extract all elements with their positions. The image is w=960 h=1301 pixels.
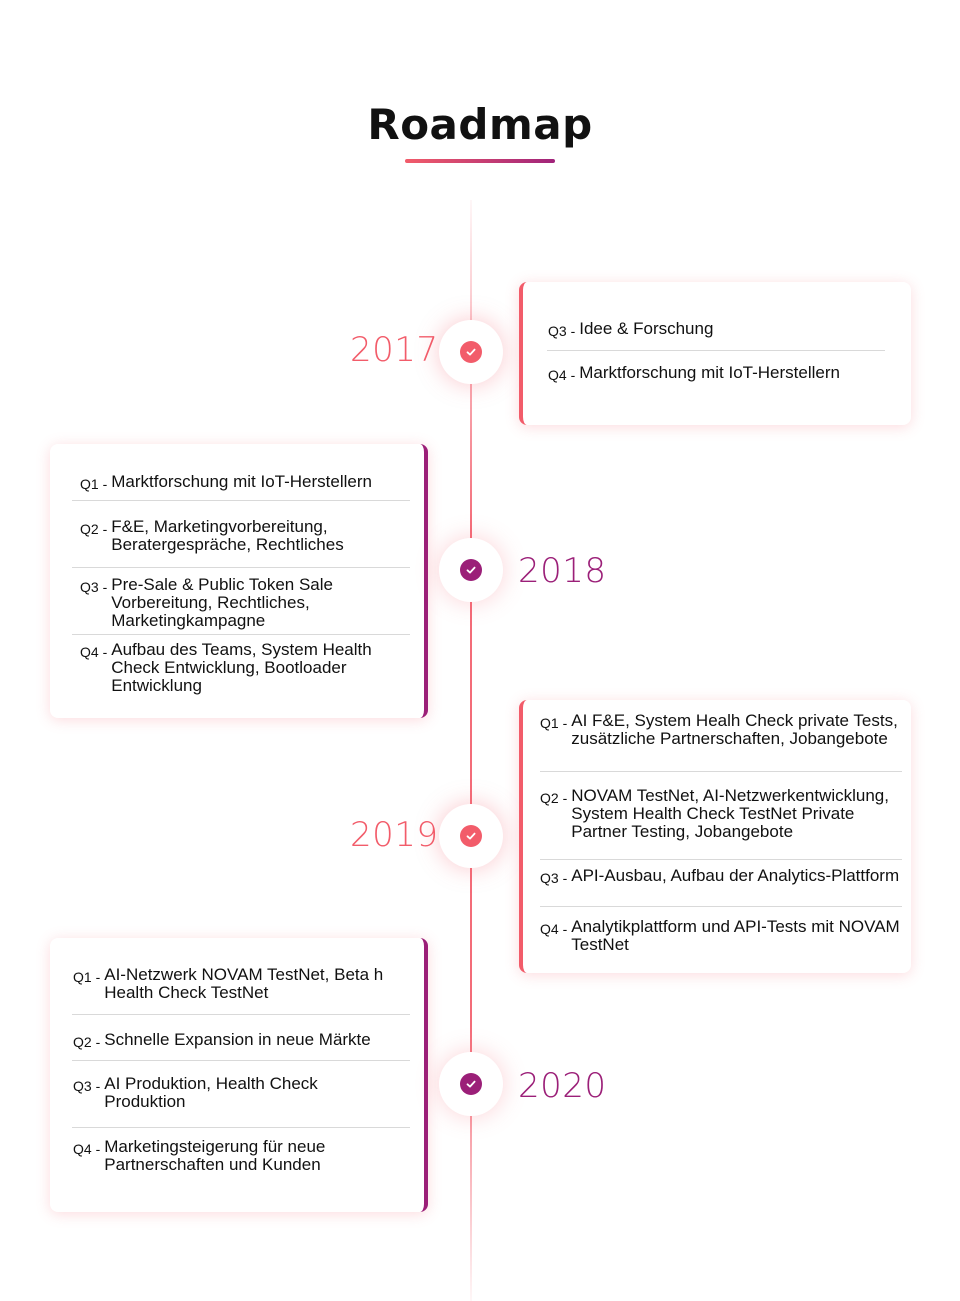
roadmap-item [80, 518, 400, 554]
roadmap-card-2020 [50, 938, 428, 1212]
quarter-label: Q4 - [548, 367, 576, 383]
roadmap-item [73, 966, 403, 1002]
quarter-label: Q3 - [73, 1078, 101, 1094]
quarter-label: Q3 - [540, 870, 568, 886]
divider [72, 1127, 410, 1128]
quarter-label: Q4 - [80, 644, 108, 660]
item-text: AI Produktion, Health Check Produktion [104, 1074, 318, 1111]
item-text: NOVAM TestNet, AI-Netzwerkentwicklung, System Health Check TestNet Private Partner Testing, Jobangebote [571, 786, 889, 841]
roadmap-item [73, 1138, 403, 1174]
quarter-label: Q1 - [80, 476, 108, 492]
roadmap-card-2018 [50, 444, 428, 718]
item-text: Marketingsteigerung für neue Partnerschaften und Kunden [104, 1137, 326, 1174]
year-label-2019: 2019 [350, 815, 439, 855]
page-title: Roadmap [367, 100, 593, 149]
timeline-node-2019 [439, 804, 503, 868]
divider [72, 500, 410, 501]
roadmap-item [80, 641, 400, 695]
quarter-label: Q2 - [540, 790, 568, 806]
quarter-label: Q2 - [73, 1034, 101, 1050]
roadmap-item [540, 867, 900, 887]
quarter-label: Q4 - [540, 921, 568, 937]
quarter-label: Q1 - [540, 715, 568, 731]
year-label-2020: 2020 [518, 1066, 607, 1106]
item-text: F&E, Marketingvorbereitung, Beratergespräche, Rechtliches [111, 517, 344, 554]
quarter-label: Q3 - [548, 323, 576, 339]
item-text: Marktforschung mit IoT-Herstellern [111, 472, 372, 491]
roadmap-item [80, 473, 400, 493]
item-text: Pre-Sale & Public Token Sale Vorbereitung, Rechtliches, Marketingkampagne [111, 575, 333, 630]
check-icon [465, 830, 477, 842]
check-icon [465, 564, 477, 576]
year-label-2017: 2017 [350, 330, 439, 370]
roadmap-item [540, 787, 910, 841]
divider [547, 350, 885, 351]
roadmap-card-2017 [519, 282, 911, 425]
roadmap-item [540, 918, 900, 954]
item-text: API-Ausbau, Aufbau der Analytics-Plattform [571, 866, 900, 885]
item-text: Marktforschung mit IoT-Herstellern [579, 363, 840, 382]
item-text: AI F&E, System Healh Check private Tests, zusätzliche Partnerschaften, Jobangebote [571, 711, 898, 748]
divider [72, 1014, 410, 1015]
timeline-node-2018 [439, 538, 503, 602]
divider [540, 859, 902, 860]
roadmap-card-2019 [519, 700, 911, 973]
roadmap-item [548, 320, 888, 340]
roadmap-item [548, 364, 888, 384]
item-text: Schnelle Expansion in neue Märkte [104, 1030, 371, 1049]
divider [72, 1060, 410, 1061]
quarter-label: Q4 - [73, 1141, 101, 1157]
check-icon [465, 346, 477, 358]
quarter-label: Q2 - [80, 521, 108, 537]
roadmap-item [540, 712, 900, 748]
roadmap-item [80, 576, 400, 630]
item-text: Idee & Forschung [579, 319, 714, 338]
item-text: Analytikplattform und API-Tests mit NOVAM TestNet [571, 917, 900, 954]
check-icon [465, 1078, 477, 1090]
divider [540, 906, 902, 907]
roadmap-item [73, 1031, 403, 1051]
item-text: AI-Netzwerk NOVAM TestNet, Beta h Health Check TestNet [104, 965, 384, 1002]
divider [72, 634, 410, 635]
item-text: Aufbau des Teams, System Health Check Entwicklung, Bootloader Entwicklung [111, 640, 372, 695]
divider [72, 567, 410, 568]
timeline-node-2020 [439, 1052, 503, 1116]
quarter-label: Q1 - [73, 969, 101, 985]
timeline-node-2017 [439, 320, 503, 384]
title-underline [405, 159, 555, 163]
year-label-2018: 2018 [518, 551, 607, 591]
roadmap-item [73, 1075, 403, 1111]
quarter-label: Q3 - [80, 579, 108, 595]
divider [540, 771, 902, 772]
